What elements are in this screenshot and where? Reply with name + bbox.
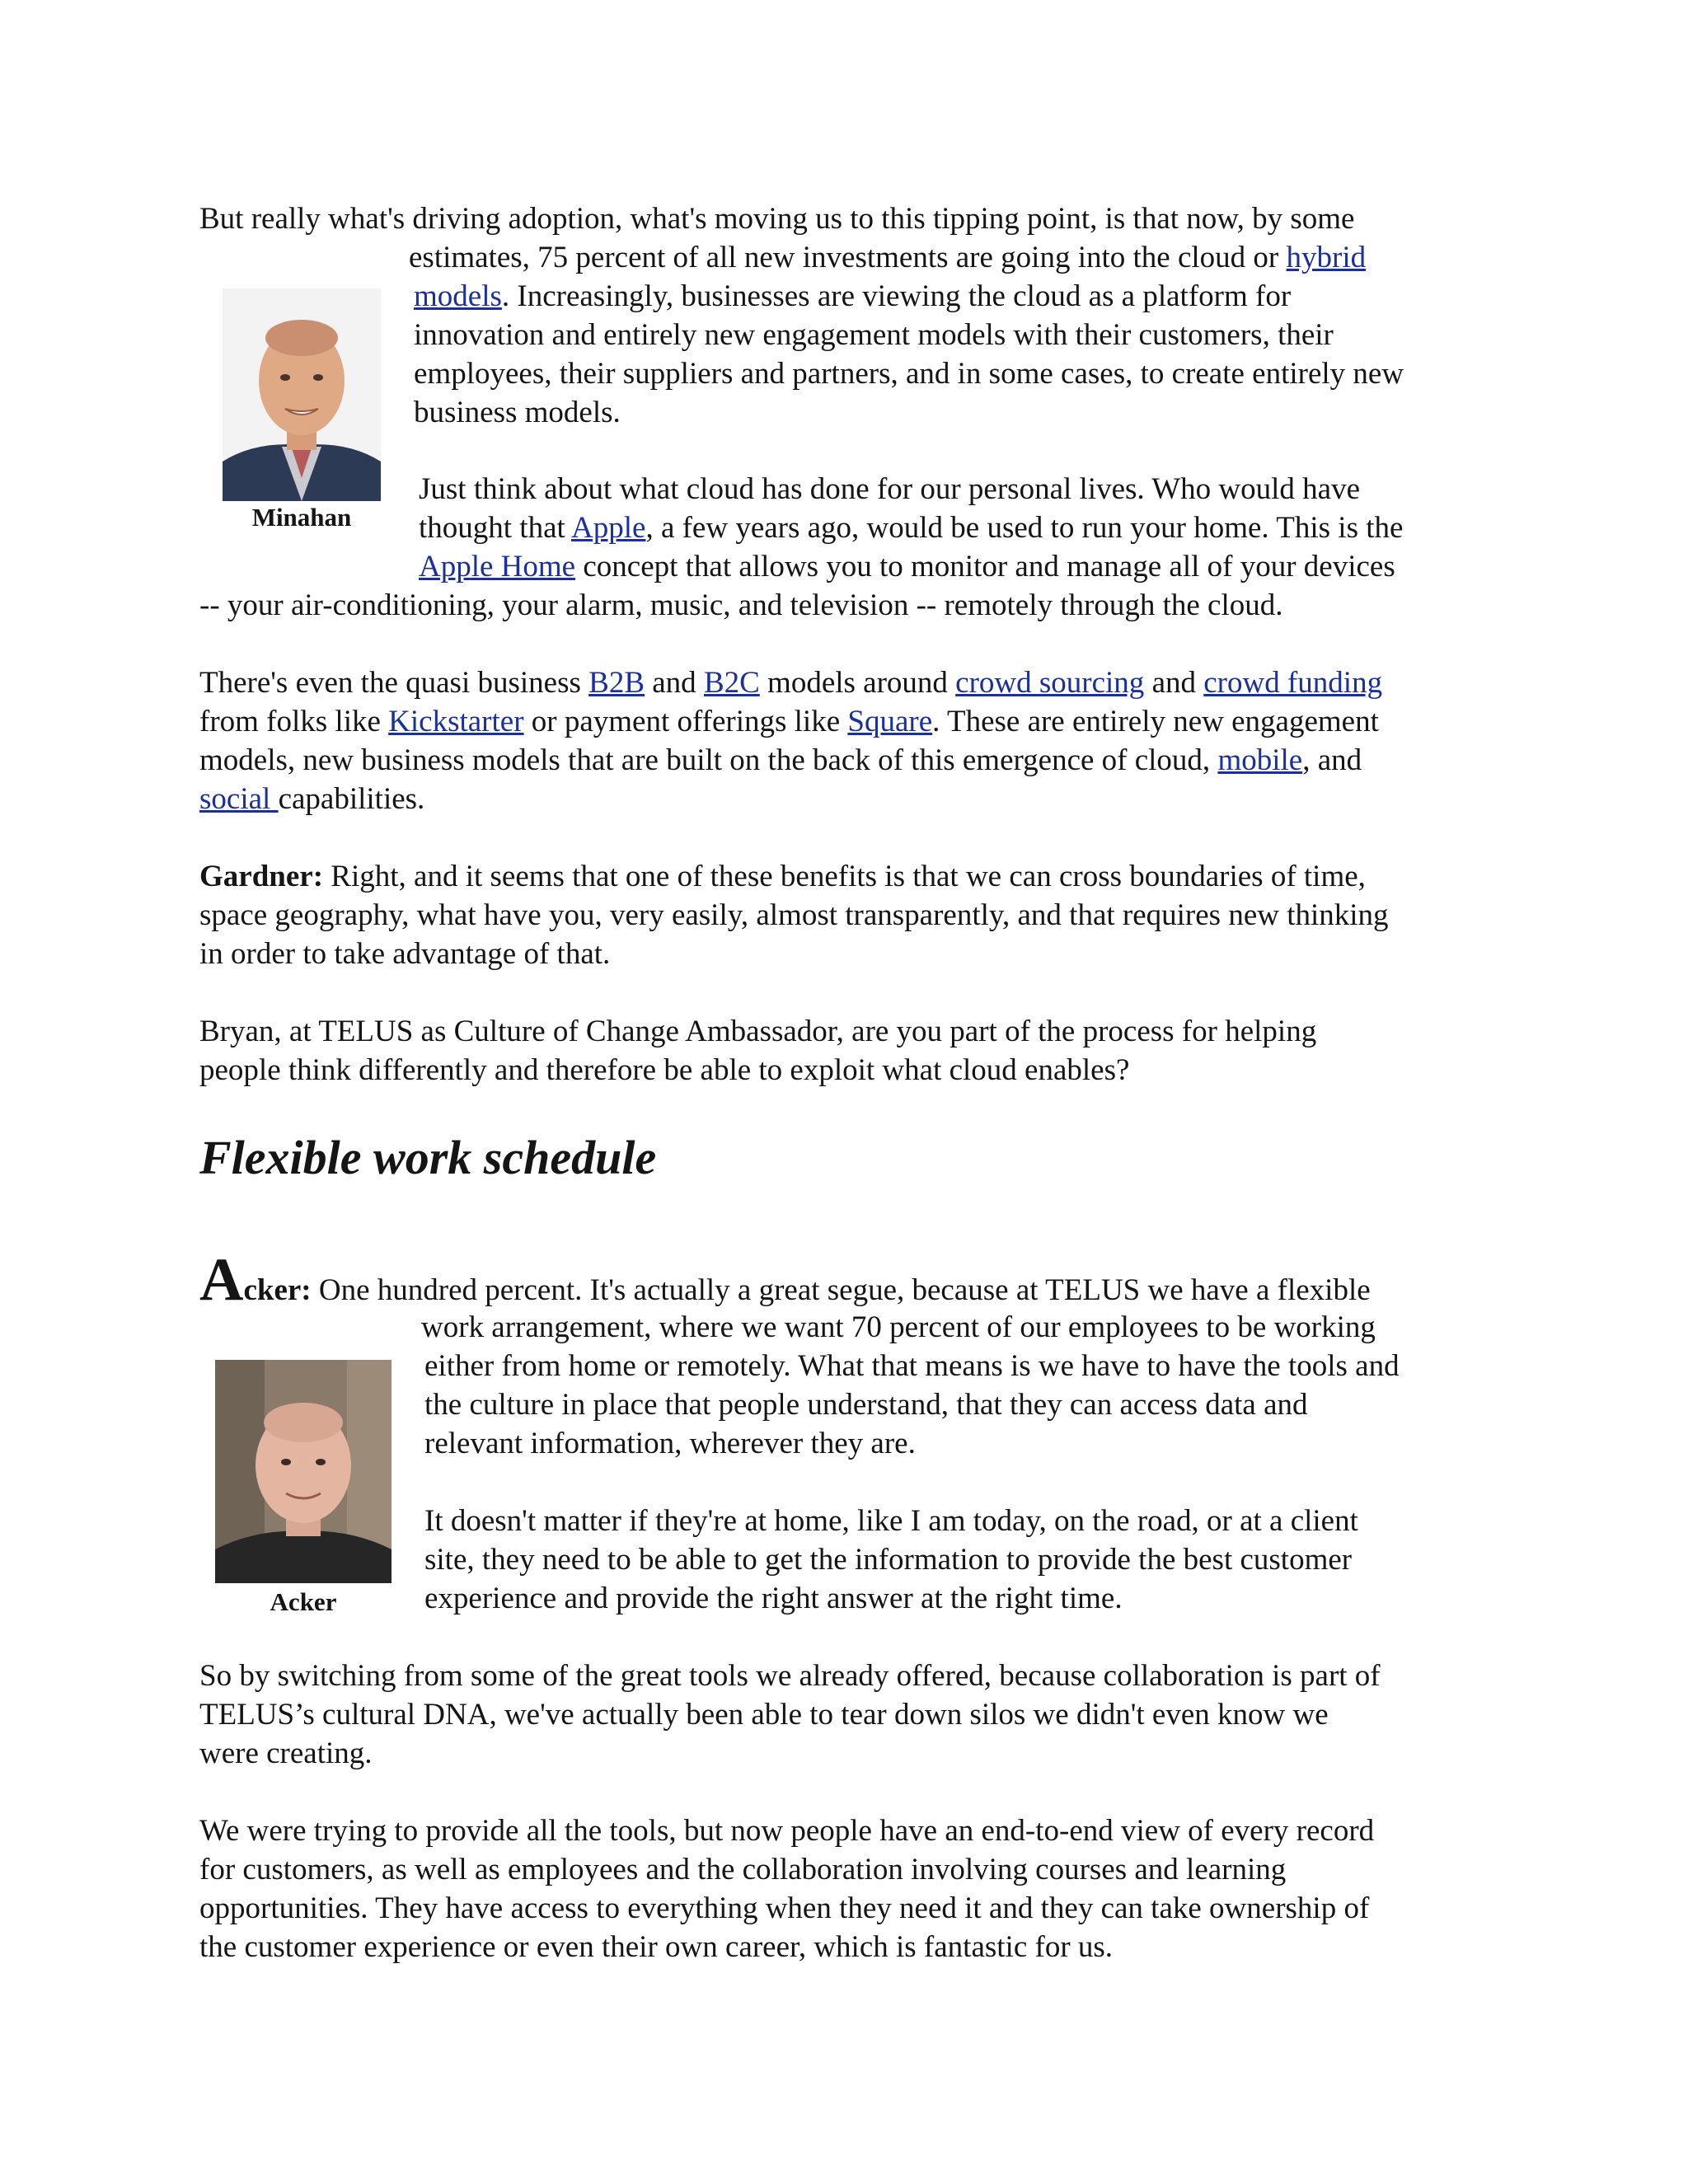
link-crowd-funding[interactable]: crowd funding bbox=[1203, 666, 1383, 700]
link-b2b[interactable]: B2B bbox=[588, 666, 645, 700]
paragraph-line bbox=[199, 857, 1366, 896]
paragraph-line bbox=[419, 509, 1403, 547]
paragraph-line bbox=[414, 277, 1291, 316]
speaker-name: cker: bbox=[243, 1273, 312, 1307]
text-run: , and bbox=[1302, 743, 1362, 777]
paragraph-line: Just think about what cloud has done for our personal lives. Who would have bbox=[419, 472, 1360, 506]
paragraph-line: -- your air-conditioning, your alarm, music, and television -- remotely through the cloud. bbox=[199, 588, 1283, 622]
text-run: thought that bbox=[419, 511, 571, 545]
text-run: , a few years ago, would be used to run your home. This is the bbox=[645, 511, 1404, 545]
paragraph-line: experience and provide the right answer at the right time. bbox=[424, 1582, 1123, 1615]
paragraph-line: people think differently and therefore be able to exploit what cloud enables? bbox=[199, 1053, 1130, 1087]
paragraph-line: So by switching from some of the great tools we already offered, because collaboration is part of bbox=[199, 1659, 1381, 1693]
paragraph-line: work arrangement, where we want 70 percent of our employees to be working bbox=[421, 1310, 1376, 1344]
link-apple[interactable]: Apple bbox=[571, 511, 646, 545]
link-social[interactable]: social bbox=[199, 782, 279, 816]
link-apple-home[interactable]: Apple Home bbox=[419, 550, 576, 583]
text-run: models around bbox=[759, 666, 956, 700]
paragraph-line bbox=[199, 741, 1362, 780]
text-run: . These are entirely new engagement bbox=[932, 705, 1379, 738]
paragraph-line: We were trying to provide all the tools, but now people have an end-to-end view of every record bbox=[199, 1814, 1375, 1848]
paragraph-line: either from home or remotely. What that means is we have to have the tools and bbox=[424, 1349, 1400, 1383]
text-run: . Increasingly, businesses are viewing the cloud as a platform for bbox=[501, 279, 1292, 313]
text-run: from folks like bbox=[199, 705, 389, 738]
link-b2c[interactable]: B2C bbox=[703, 666, 760, 700]
paragraph-line: the culture in place that people understand, that they can access data and bbox=[424, 1388, 1308, 1422]
paragraph-line: innovation and entirely new engagement models with their customers, their bbox=[414, 318, 1334, 352]
paragraph-line: employees, their suppliers and partners, and in some cases, to create entirely new bbox=[414, 357, 1404, 391]
minahan-photo-icon bbox=[223, 288, 381, 501]
text-run: models, new business models that are built on the back of this emergence of cloud, bbox=[199, 743, 1218, 777]
text-run: or payment offerings like bbox=[523, 705, 848, 738]
text-run: and bbox=[645, 666, 704, 700]
paragraph-line bbox=[199, 1246, 1371, 1314]
text-run: concept that allows you to monitor and manage all of your devices bbox=[575, 550, 1395, 583]
speaker-name: Gardner: bbox=[199, 860, 324, 893]
paragraph-line: the customer experience or even their own career, which is fantastic for us. bbox=[199, 1930, 1114, 1964]
link-mobile[interactable]: mobile bbox=[1217, 743, 1303, 777]
text-run: One hundred percent. It's actually a great segue, because at TELUS we have a flexible bbox=[311, 1273, 1371, 1307]
text-run: capabilities. bbox=[278, 782, 425, 816]
paragraph-line bbox=[199, 780, 424, 818]
text-run: estimates, 75 percent of all new investments are going into the cloud or bbox=[409, 241, 1287, 274]
paragraph-line: were creating. bbox=[199, 1736, 373, 1770]
paragraph-line: in order to take advantage of that. bbox=[199, 937, 611, 971]
paragraph-line: But really what's driving adoption, what's moving us to this tipping point, is that now, by some bbox=[199, 202, 1355, 236]
link-crowd-sourcing[interactable]: crowd sourcing bbox=[955, 666, 1145, 700]
acker-caption: Acker bbox=[270, 1587, 337, 1616]
link-hybrid[interactable]: hybrid bbox=[1286, 241, 1367, 274]
text-run: and bbox=[1144, 666, 1204, 700]
text-run: There's even the quasi business bbox=[199, 666, 589, 700]
link-kickstarter[interactable]: Kickstarter bbox=[388, 705, 524, 738]
paragraph-line bbox=[419, 547, 1395, 586]
paragraph-line: for customers, as well as employees and the collaboration involving courses and learning bbox=[199, 1853, 1287, 1886]
paragraph-line bbox=[199, 663, 1382, 702]
paragraph-line: site, they need to be able to get the information to provide the best customer bbox=[424, 1543, 1353, 1577]
paragraph-line: business models. bbox=[414, 396, 621, 429]
paragraph-line: opportunities. They have access to everything when they need it and they can take ownership of bbox=[199, 1891, 1370, 1925]
paragraph-line: Bryan, at TELUS as Culture of Change Ambassador, are you part of the process for helping bbox=[199, 1015, 1317, 1048]
text-run: Right, and it seems that one of these benefits is that we can cross boundaries of time, bbox=[323, 860, 1366, 893]
paragraph-line: It doesn't matter if they're at home, like I am today, on the road, or at a client bbox=[424, 1504, 1358, 1538]
link-models[interactable]: models bbox=[414, 279, 502, 313]
paragraph-line bbox=[409, 238, 1366, 277]
paragraph-line bbox=[199, 702, 1379, 741]
drop-cap: A bbox=[199, 1246, 244, 1314]
minahan-caption: Minahan bbox=[251, 503, 352, 532]
paragraph-line: space geography, what have you, very easily, almost transparently, and that requires new thinking bbox=[199, 898, 1389, 932]
link-square[interactable]: Square bbox=[847, 705, 933, 738]
paragraph-line: TELUS’s cultural DNA, we've actually been able to tear down silos we didn't even know we bbox=[199, 1698, 1329, 1732]
paragraph-line: relevant information, wherever they are. bbox=[424, 1427, 916, 1460]
section-heading: Flexible work schedule bbox=[199, 1131, 657, 1184]
acker-photo-icon bbox=[215, 1360, 392, 1583]
